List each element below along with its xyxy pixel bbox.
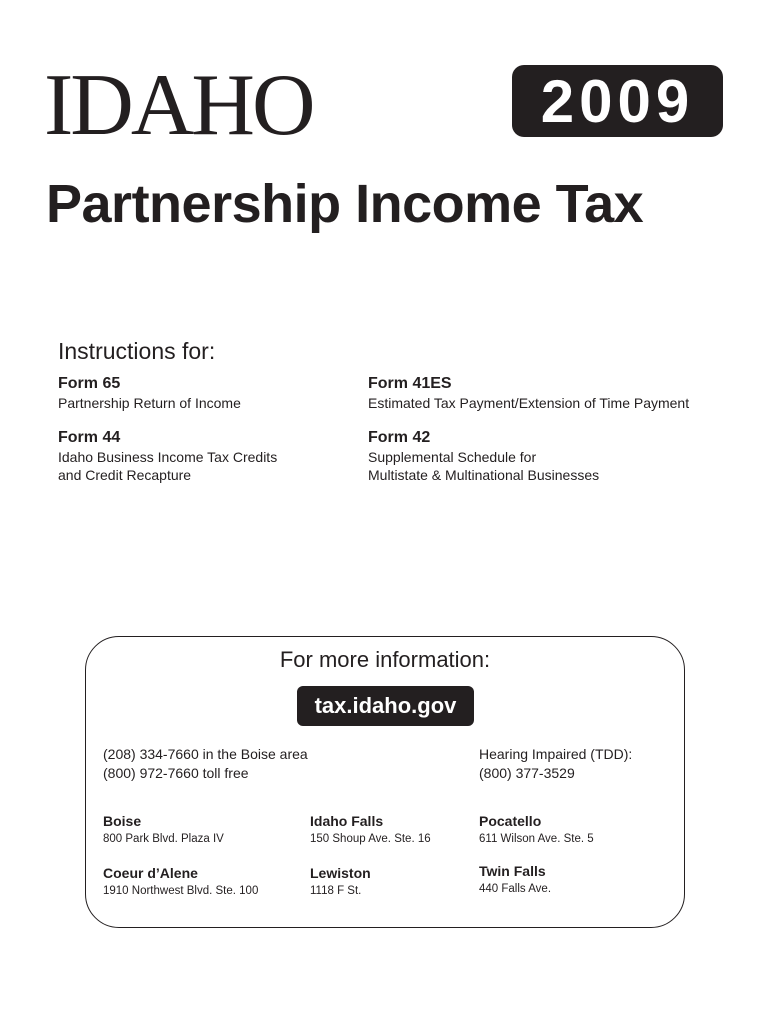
office-address: 150 Shoup Ave. Ste. 16 [310, 833, 431, 845]
idaho-logo: IDAHO [44, 57, 313, 154]
form-description: Partnership Return of Income [58, 395, 241, 411]
office-boise [103, 812, 224, 848]
phone-numbers [103, 745, 308, 783]
office-address: 800 Park Blvd. Plaza IV [103, 833, 224, 845]
office-pocatello [479, 812, 594, 848]
office-idaho-falls [310, 812, 431, 848]
phone-toll-free: (800) 972-7660 toll free [103, 765, 249, 781]
office-city: Twin Falls [479, 863, 546, 879]
form-name: Form 65 [58, 375, 121, 392]
office-address: 440 Falls Ave. [479, 883, 552, 895]
form-name: Form 44 [58, 429, 121, 446]
instructions-label: Instructions for: [58, 338, 216, 364]
info-heading: For more information: [279, 647, 491, 672]
page-title: Partnership Income Tax [46, 174, 644, 234]
form-42-entry [368, 428, 599, 484]
phone-boise: (208) 334-7660 in the Boise area [103, 746, 308, 762]
office-city: Pocatello [479, 813, 542, 829]
year-badge: 2009 [512, 65, 723, 137]
office-city: Coeur d’Alene [103, 865, 198, 881]
form-44-entry [58, 428, 277, 484]
tdd-label: Hearing Impaired (TDD): [479, 746, 633, 762]
form-description-line-2: and Credit Recapture [58, 467, 192, 483]
office-address: 1118 F St. [310, 885, 362, 897]
website-link[interactable]: tax.idaho.gov [297, 686, 474, 726]
office-lewiston [310, 864, 371, 900]
info-box [85, 636, 685, 928]
office-address: 611 Wilson Ave. Ste. 5 [479, 833, 594, 845]
office-city: Boise [103, 813, 142, 829]
office-address: 1910 Northwest Blvd. Ste. 100 [103, 885, 259, 897]
form-description: Estimated Tax Payment/Extension of Time Payment [368, 395, 690, 411]
form-description-line-1: Idaho Business Income Tax Credits [58, 449, 278, 465]
form-65-entry [58, 374, 241, 412]
tdd-number: (800) 377-3529 [479, 765, 575, 781]
form-description-line-2: Multistate & Multinational Businesses [368, 467, 600, 483]
office-coeur-dalene [103, 864, 258, 900]
tdd-info [479, 745, 632, 783]
form-41es-entry [368, 374, 689, 412]
office-twin-falls [479, 862, 551, 898]
office-city: Idaho Falls [310, 813, 384, 829]
form-name: Form 42 [368, 429, 431, 446]
office-city: Lewiston [310, 865, 371, 881]
form-description-line-1: Supplemental Schedule for [368, 449, 537, 465]
form-name: Form 41ES [368, 375, 452, 392]
